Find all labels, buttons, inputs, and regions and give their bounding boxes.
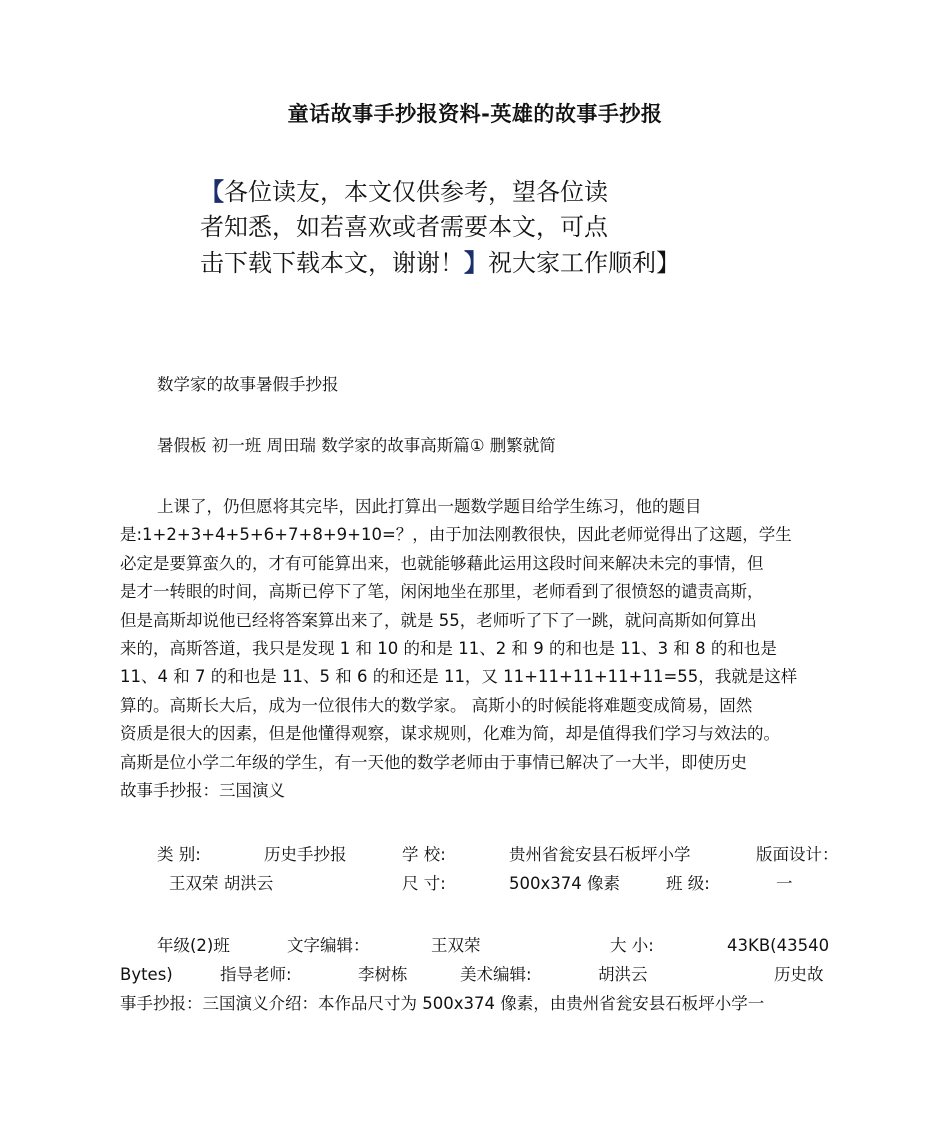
class-label: 班 级: xyxy=(666,874,710,893)
designer-value: 王双荣 胡洪云 xyxy=(169,874,274,893)
body-line: 是才一转眼的时间，高斯已停下了笔，闲闲地坐在那里，老师看到了很愤怒的谴责高斯， xyxy=(120,582,764,602)
teacher-label: 指导老师: xyxy=(220,965,292,984)
school-value: 贵州省瓮安县石板坪小学 xyxy=(509,845,691,864)
size-value: 500x374 像素 xyxy=(509,874,620,893)
category-label: 类 别: xyxy=(157,845,201,864)
body-line: 故事手抄报：三国演义 xyxy=(120,781,285,801)
body-line: 来的，高斯答道，我只是发现 1 和 10 的和是 11、2 和 9 的和也是 11、3 和 8 的和也是 xyxy=(120,639,777,659)
reader-notice xyxy=(200,174,720,281)
school-label: 学 校: xyxy=(402,845,446,864)
intro-text: 事手抄报：三国演义介绍：本作品尺寸为 500x374 像素，由贵州省瓮安县石板坪小学一 xyxy=(120,994,765,1013)
art-value: 胡洪云 xyxy=(598,965,648,984)
editor-label: 文字编辑： xyxy=(287,936,370,955)
notice-close-bracket: 】 xyxy=(464,248,488,277)
info-row-3 xyxy=(120,932,832,960)
bytes-value: Bytes) xyxy=(120,965,173,984)
size-label: 尺 寸: xyxy=(402,874,446,893)
body-line: 是:1+2+3+4+5+6+7+8+9+10=？，由于加法刚教很快，因此老师觉得出了这题，学生 xyxy=(120,525,792,545)
body-line: 但是高斯却说他已经将答案算出来了，就是 55，老师听了下了一跳，就问高斯如何算出 xyxy=(120,610,757,630)
filesize-value: 43KB(43540 xyxy=(727,936,830,955)
editor-value: 王双荣 xyxy=(431,936,481,955)
body-line: 必定是要算蛮久的，才有可能算出来，也就能够藉此运用这段时间来解决未完的事情，但 xyxy=(120,553,764,573)
body-paragraph xyxy=(120,493,832,805)
document-title: 童话故事手抄报资料-英雄的故事手抄报 xyxy=(287,102,663,126)
info-row-1 xyxy=(120,841,839,869)
body-line: 11、4 和 7 的和也是 11、5 和 6 的和还是 11，又 11+11+11+11+11=55，我就是这样 xyxy=(120,667,798,687)
section-heading: 数学家的故事暑假手抄报 xyxy=(157,375,339,394)
layout-label: 版面设计： xyxy=(756,845,839,864)
class-value: 一 xyxy=(776,874,793,893)
info-row-4 xyxy=(120,961,832,989)
category-value: 历史手抄报 xyxy=(264,845,347,864)
art-label: 美术编辑: xyxy=(460,965,532,984)
body-line: 上课了，仍但愿将其完毕，因此打算出一题数学题目给学生练习，他的题目 xyxy=(157,497,702,516)
notice-open-bracket: 【 xyxy=(200,177,224,206)
teacher-value: 李树栋 xyxy=(358,965,408,984)
grade-value: 年级(2)班 xyxy=(157,936,230,955)
body-line: 资质是很大的因素，但是他懂得观察，谋求规则，化难为简，却是值得我们学习与效法的。 xyxy=(120,724,780,744)
body-line: 算的。高斯长大后，成为一位很伟大的数学家。 高斯小的时候能将难题变成简易，固然 xyxy=(120,695,753,715)
notice-line-2: 者知悉，如若喜欢或者需要本文，可点 xyxy=(200,213,608,241)
filesize-label: 大 小: xyxy=(610,936,654,955)
notice-line-3: 击下载下载本文，谢谢！】祝大家工作顺利】 xyxy=(200,248,680,277)
section-subheading: 暑假板 初一班 周田瑞 数学家的故事高斯篇① 删繁就简 xyxy=(157,436,556,455)
notice-line-1: 【各位读友，本文仅供参考，望各位读 xyxy=(200,177,608,206)
info-row-2 xyxy=(120,870,832,898)
tail-text: 历史故 xyxy=(774,965,824,984)
body-line: 高斯是位小学二年级的学生，有一天他的数学老师由于事情已解决了一大半，即使历史 xyxy=(120,752,747,772)
info-row-5 xyxy=(120,990,832,1018)
